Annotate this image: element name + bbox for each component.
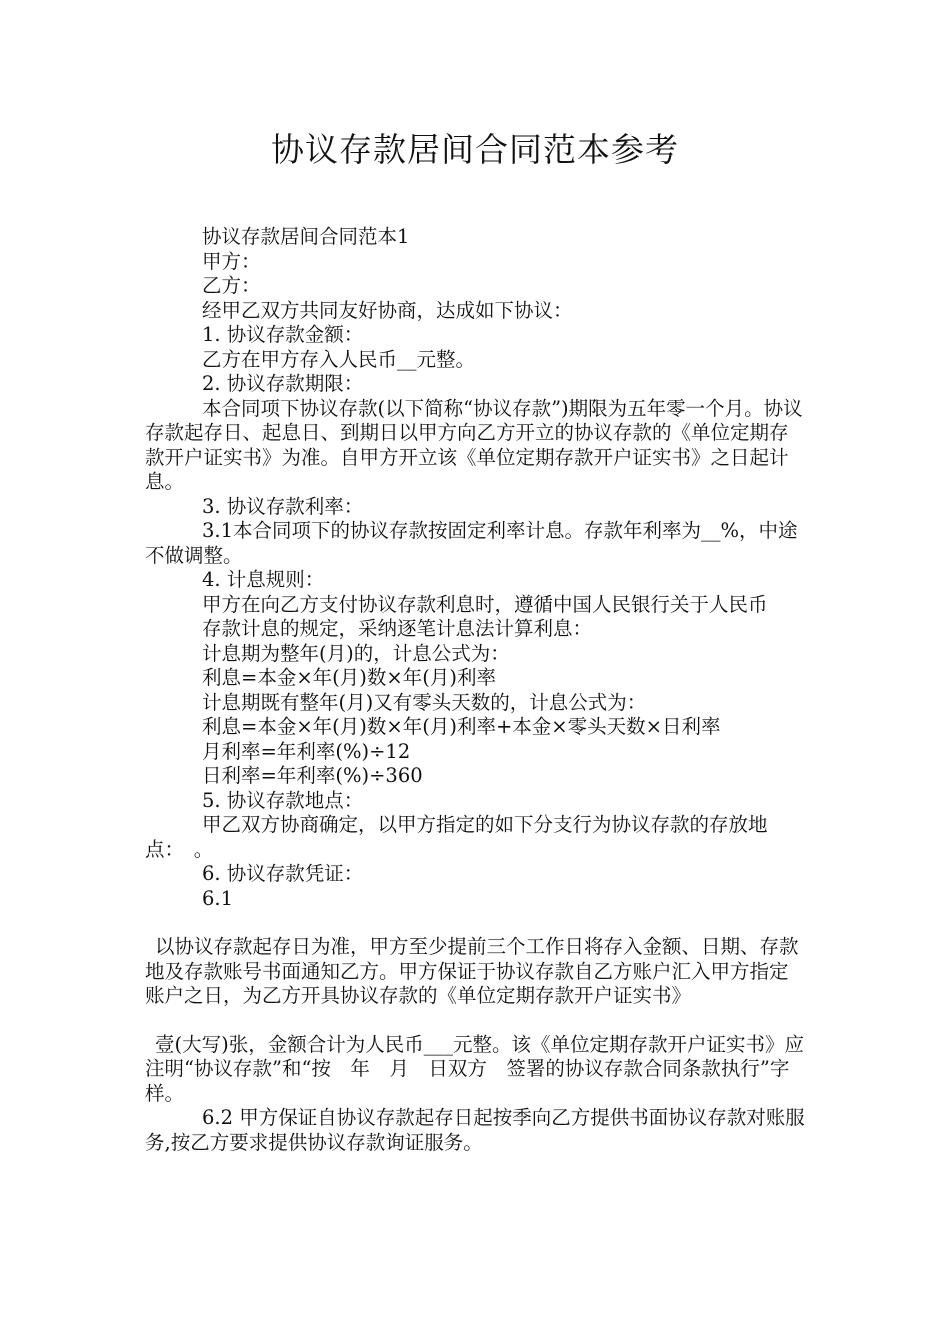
clause-text: 存款计息的规定，采纳逐笔计息法计算利息： — [202, 617, 593, 640]
preamble: 经甲乙双方共同友好协商，达成如下协议： — [202, 298, 573, 322]
formula: 月利率=年利率(%)÷12 — [202, 739, 411, 763]
clause-heading: 5. 协议存款地点： — [202, 788, 364, 812]
party-b-line: 乙方： — [202, 274, 261, 297]
clause-heading: 1. 协议存款金额： — [202, 323, 364, 346]
clause-text: 以协议存款起存日为准，甲方至少提前三个工作日将存入金额、日期、存款地及存款账号书面通知乙方。甲方保证于协议存款自乙方账户汇入甲方指定账户之日，为乙方开具协议存款的《单位定期存款开户证实书》 — [145, 935, 799, 1007]
clause-text: 壹(大写)张，金额合计为人民币___元整。该《单位定期存款开户证实书》应注明“协议存款”和“按 年 月 日双方 签署的协议存款合同条款执行”字样。 — [145, 1032, 804, 1105]
clause-text: 本合同项下协议存款(以下简称“协议存款”)期限为五年零一个月。协议存款起存日、起息日、到期日以甲方向乙方开立的协议存款的《单位定期存款开户证实书》为准。自甲方开立该《单位定期存款开户证实书》之日起计息。 — [145, 396, 803, 493]
clause-text: 甲乙双方协商确定，以甲方指定的如下分支行为协议存款的存放地点： 。 — [145, 813, 768, 861]
formula: 利息=本金×年(月)数×年(月)利率+本金×零头天数×日利率 — [202, 715, 721, 738]
document-body — [145, 225, 805, 1155]
formula-intro: 计息期为整年(月)的，计息公式为： — [202, 641, 510, 665]
clause-heading: 2. 协议存款期限： — [202, 372, 364, 395]
clause-text: 3.1本合同项下的协议存款按固定利率计息。存款年利率为__%，中途不做调整。 — [145, 519, 798, 567]
formula-intro: 计息期既有整年(月)又有零头天数的，计息公式为： — [202, 690, 647, 714]
clause-text: 甲方在向乙方支付协议存款利息时，遵循中国人民银行关于人民币 — [202, 592, 768, 616]
clause-text: 6.2 甲方保证自协议存款起存日起按季向乙方提供书面协议存款对账服务,按乙方要求提供协议存款询证服务。 — [145, 1106, 805, 1154]
clause-heading: 4. 计息规则： — [202, 568, 325, 591]
clause-heading: 6. 协议存款凭证： — [202, 862, 364, 885]
party-a-line: 甲方： — [202, 249, 261, 273]
section-heading: 协议存款居间合同范本1 — [202, 225, 410, 248]
clause-heading: 3. 协议存款利率： — [202, 494, 364, 518]
clause-number: 6.1 — [202, 886, 234, 910]
clause-text: 乙方在甲方存入人民币__元整。 — [202, 347, 476, 371]
formula: 日利率=年利率(%)÷360 — [202, 764, 423, 787]
formula: 利息=本金×年(月)数×年(月)利率 — [202, 666, 496, 689]
document-title: 协议存款居间合同范本参考 — [271, 130, 679, 169]
